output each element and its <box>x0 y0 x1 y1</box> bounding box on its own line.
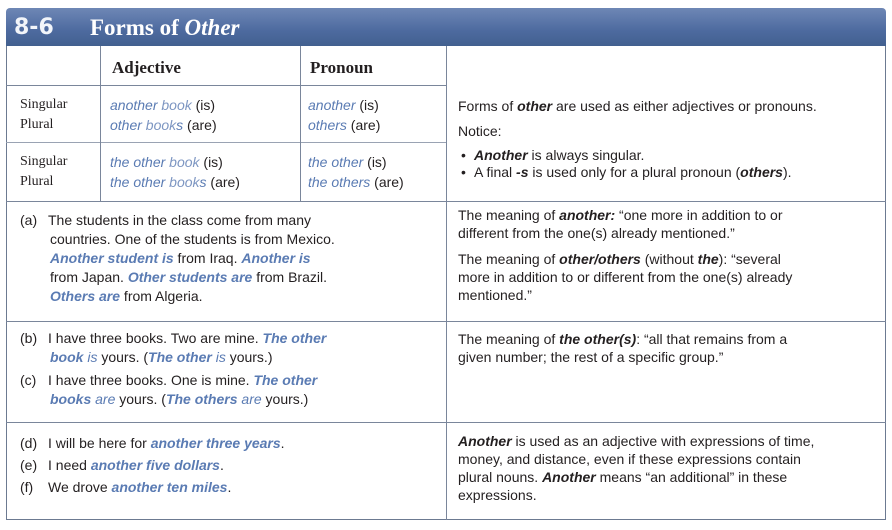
form-word: the other <box>110 174 166 190</box>
highlight: The other <box>253 372 318 388</box>
example-line: countries. One of the students is from Mexico. <box>50 231 335 247</box>
notice-item <box>458 147 882 164</box>
pronoun-cell-a <box>308 95 380 135</box>
notice-item <box>458 164 882 181</box>
adj-plural <box>110 172 240 192</box>
label-plural: Plural <box>20 117 54 132</box>
highlight: The other <box>148 349 212 365</box>
text: I have three books. One is mine. <box>48 372 254 388</box>
example-label: (d) <box>20 435 38 451</box>
highlight: Another student is <box>50 250 174 266</box>
text: The meaning of <box>458 207 560 223</box>
example-label: (b) <box>20 330 38 346</box>
text: yours.) <box>225 349 273 365</box>
text: means “an additional” in these <box>595 469 788 485</box>
highlight: Others are <box>50 288 121 304</box>
verb-word: are <box>91 391 116 407</box>
example-a <box>20 211 440 306</box>
verb-word: (is) <box>355 97 379 113</box>
highlight: another ten miles <box>111 479 228 495</box>
highlight: Another is <box>241 250 311 266</box>
highlight: The other <box>262 330 327 346</box>
text: . <box>227 479 232 495</box>
highlight: another five dollars <box>90 457 220 473</box>
keyword: (s) <box>619 331 637 347</box>
text: I need <box>48 457 91 473</box>
adjective-cell-a <box>110 95 217 135</box>
text: The meaning of <box>458 251 560 267</box>
noun-word: book <box>141 117 177 133</box>
meaning-line: expressions. <box>458 487 537 503</box>
example-label: (a) <box>20 212 38 228</box>
verb-word: (are) <box>183 117 217 133</box>
chart-number: 8-6 <box>14 15 54 40</box>
notice-label: Notice: <box>458 123 502 139</box>
chart-title-italic: Other <box>184 15 240 40</box>
text: We drove <box>48 479 112 495</box>
meaning-line: different from the one(s) already mentioned.” <box>458 225 735 241</box>
text: from Japan. <box>50 269 128 285</box>
row-labels-b <box>20 152 67 192</box>
meaning-line: mentioned.” <box>458 287 532 303</box>
text: I will be here for <box>48 435 151 451</box>
keyword: other/others <box>559 251 641 267</box>
form-word: another <box>308 97 356 113</box>
text: The meaning of <box>458 331 560 347</box>
text: I have three books. Two are mine. <box>48 330 263 346</box>
pro-singular <box>308 95 380 115</box>
meaning-line <box>458 468 882 486</box>
forms-line <box>458 97 882 115</box>
meaning-line: given number; the rest of a specific group.” <box>458 349 724 365</box>
label-singular: Singular <box>20 97 68 112</box>
header-pronoun: Pronoun <box>310 58 373 77</box>
highlight: The others <box>165 391 238 407</box>
text: from Algeria. <box>120 288 203 304</box>
form-word: another <box>110 97 158 113</box>
text: is always singular. <box>527 147 645 163</box>
meaning-line <box>458 250 882 268</box>
meaning-another <box>458 206 882 304</box>
keyword: Another <box>458 433 512 449</box>
adjective-cell-b <box>110 152 240 192</box>
form-word: the other <box>308 154 364 170</box>
keyword: Another <box>542 469 596 485</box>
verb-word: (is) <box>191 97 216 113</box>
keyword: -s <box>516 164 529 180</box>
row-labels-a <box>20 95 67 135</box>
adj-plural <box>110 115 217 135</box>
keyword: the other <box>559 331 620 347</box>
divider-col-adj <box>300 46 301 201</box>
grammar-chart <box>6 8 886 520</box>
verb-word: is <box>83 349 98 365</box>
text: ): “several <box>718 251 781 267</box>
verb-word: (are) <box>370 174 404 190</box>
meaning-line: more in addition to or different from the one(s) already <box>458 269 793 285</box>
meaning-another-expressions <box>458 432 882 504</box>
example-def <box>20 432 440 498</box>
text: is used only for a plural pronoun ( <box>528 164 741 180</box>
example-line <box>20 249 440 268</box>
verb-word: (is) <box>363 154 387 170</box>
text: yours. ( <box>97 349 149 365</box>
example-label: (c) <box>20 372 37 388</box>
meaning-line: money, and distance, even if these expressions contain <box>458 451 801 467</box>
text: is used as an adjective with expressions of time, <box>511 433 815 449</box>
keyword: other <box>517 98 553 114</box>
text: plural nouns. <box>458 469 543 485</box>
text: from Iraq. <box>173 250 242 266</box>
example-line <box>20 432 440 454</box>
forms-explanation <box>458 97 882 181</box>
text: yours.) <box>261 391 309 407</box>
form-word: other <box>110 117 142 133</box>
noun-word: book <box>165 174 200 190</box>
divider-header <box>6 85 446 86</box>
meaning-line <box>458 330 882 348</box>
text: The students in the class come from many <box>48 212 311 228</box>
keyword: Another <box>474 147 528 163</box>
noun-suffix: s <box>199 174 207 190</box>
text: A final <box>474 164 517 180</box>
chart-title <box>90 15 239 41</box>
text: are used as either adjectives or pronouns. <box>552 98 817 114</box>
verb-word: are <box>237 391 262 407</box>
chart-title-prefix: Forms of <box>90 15 185 40</box>
header-adjective: Adjective <box>112 58 181 77</box>
form-word: others <box>308 117 347 133</box>
verb-word: (is) <box>199 154 223 170</box>
text: (without <box>640 251 698 267</box>
example-line <box>20 390 440 409</box>
example-bc <box>20 329 440 409</box>
example-line <box>20 211 440 230</box>
text: from Brazil. <box>252 269 327 285</box>
pro-plural <box>308 115 380 135</box>
chart-title-bar <box>6 8 886 46</box>
verb-word: is <box>211 349 226 365</box>
keyword: the <box>697 251 719 267</box>
label-singular: Singular <box>20 154 68 169</box>
form-word: the others <box>308 174 371 190</box>
example-line <box>20 476 440 498</box>
example-line <box>20 348 440 367</box>
example-line <box>20 268 440 287</box>
highlight: book <box>50 349 84 365</box>
pronoun-cell-b <box>308 152 404 192</box>
example-label: (f) <box>20 479 34 495</box>
pro-singular <box>308 152 404 172</box>
text: . <box>219 457 224 473</box>
highlight: another three years <box>150 435 281 451</box>
text: yours. ( <box>115 391 166 407</box>
pro-plural <box>308 172 404 192</box>
example-line <box>20 329 440 348</box>
text: Forms of <box>458 98 518 114</box>
meaning-line <box>458 206 882 224</box>
form-word: the other <box>110 154 166 170</box>
example-label: (e) <box>20 457 38 473</box>
example-line <box>20 371 440 390</box>
label-plural: Plural <box>20 174 54 189</box>
noun-word: book <box>157 97 192 113</box>
meaning-the-other <box>458 330 882 366</box>
highlight: books <box>50 391 92 407</box>
verb-word: (are) <box>206 174 240 190</box>
divider-forms <box>6 142 446 143</box>
adj-singular <box>110 95 217 115</box>
highlight: Other students are <box>127 269 253 285</box>
text: . <box>280 435 285 451</box>
verb-word: (are) <box>346 117 381 133</box>
noun-suffix: s <box>176 117 184 133</box>
noun-word: book <box>165 154 200 170</box>
adj-singular <box>110 152 240 172</box>
text: ). <box>782 164 792 180</box>
divider-col-label <box>100 46 101 201</box>
keyword: others <box>740 164 783 180</box>
divider-col-main <box>446 46 447 520</box>
notice-list <box>458 147 882 181</box>
meaning-line <box>458 432 882 450</box>
keyword: another: <box>559 207 616 223</box>
text: : “all that remains from a <box>636 331 788 347</box>
example-line <box>20 287 440 306</box>
text: “one more in addition to or <box>615 207 783 223</box>
example-line <box>20 454 440 476</box>
